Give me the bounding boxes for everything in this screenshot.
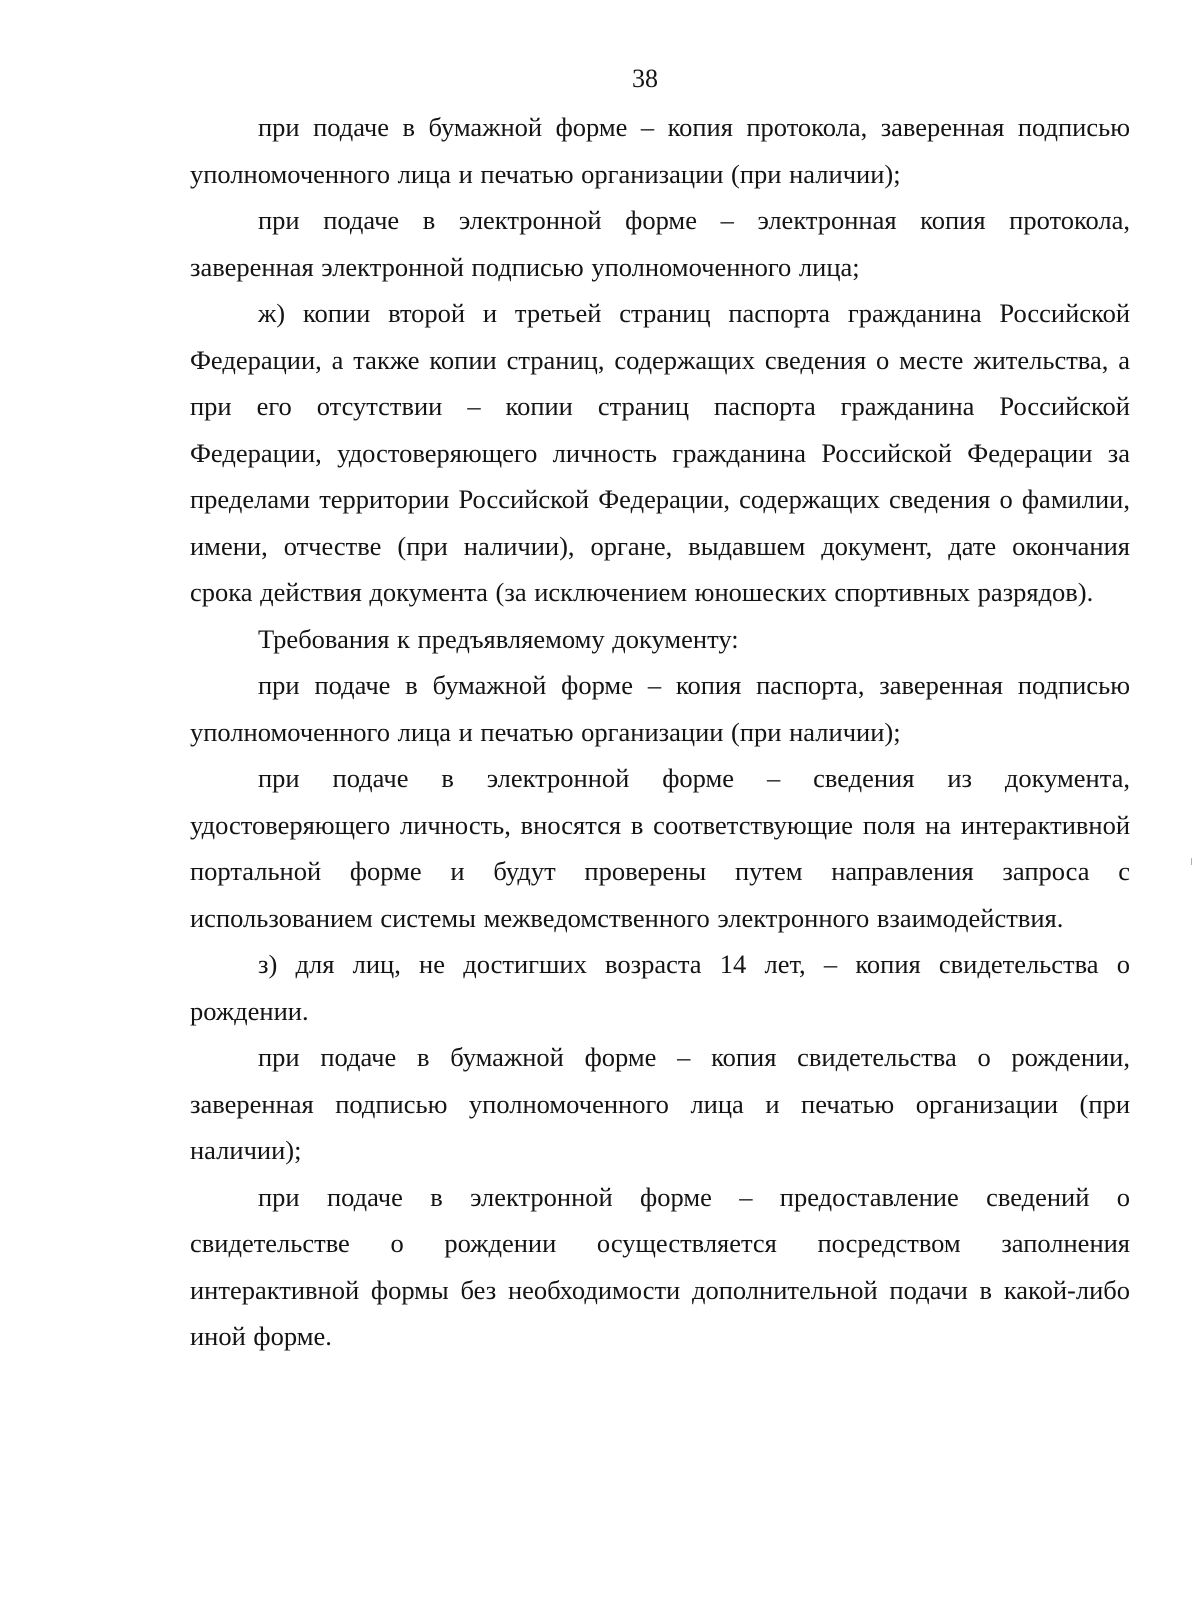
page-body xyxy=(190,104,1130,1360)
paragraph-item-z-birth-certificate: з) для лиц, не достигших возраста 14 лет, – копия свидетельства о рождении. xyxy=(190,949,1130,1026)
paragraph-paper-protocol: при подаче в бумажной форме – копия протокола, заверенная подписью уполномоченного лица и печатью организации (при наличии); xyxy=(190,112,1130,189)
paragraph-electronic-protocol: при подаче в электронной форме – электронная копия протокола, заверенная электронной подписью уполномоченного лица; xyxy=(190,205,1130,282)
page-number: 38 xyxy=(632,64,658,93)
paragraph-paper-birth-certificate: при подаче в бумажной форме – копия свидетельства о рождении, заверенная подписью уполномоченного лица и печатью организации (при наличии); xyxy=(190,1042,1130,1165)
scan-artifact-mark xyxy=(1191,858,1192,865)
paragraph-document-requirements: Требования к предъявляемому документу: xyxy=(258,623,739,654)
paragraph-item-zh-passport: ж) копии второй и третьей страниц паспорта гражданина Российской Федерации, а также копии страниц, содержащих сведения о месте жительства, а при его отсутствии – копии страниц паспорта гражданина Российской Федерации, удостоверяющего личность гражданина Российской Федерации за пределами территории Российской Федерации, содержащих сведения о фамилии, имени, отчестве (при наличии), органе, выдавшем документ, дате окончания срока действия документа (за исключением юношеских спортивных разрядов). xyxy=(190,298,1130,607)
paragraph-electronic-passport: при подаче в электронной форме – сведения из документа, удостоверяющего личность, вносятся в соответствующие поля на интерактивной портальной форме и будут проверены путем направления запроса с использованием системы межведомственного электронного взаимодействия. xyxy=(190,763,1130,933)
paragraph-electronic-birth-certificate: при подаче в электронной форме – предоставление сведений о свидетельстве о рождении осуществляется посредством заполнения интерактивной формы без необходимости дополнительной подачи в какой-либо иной форме. xyxy=(190,1181,1130,1351)
paragraph-paper-passport: при подаче в бумажной форме – копия паспорта, заверенная подписью уполномоченного лица и печатью организации (при наличии); xyxy=(190,670,1130,747)
